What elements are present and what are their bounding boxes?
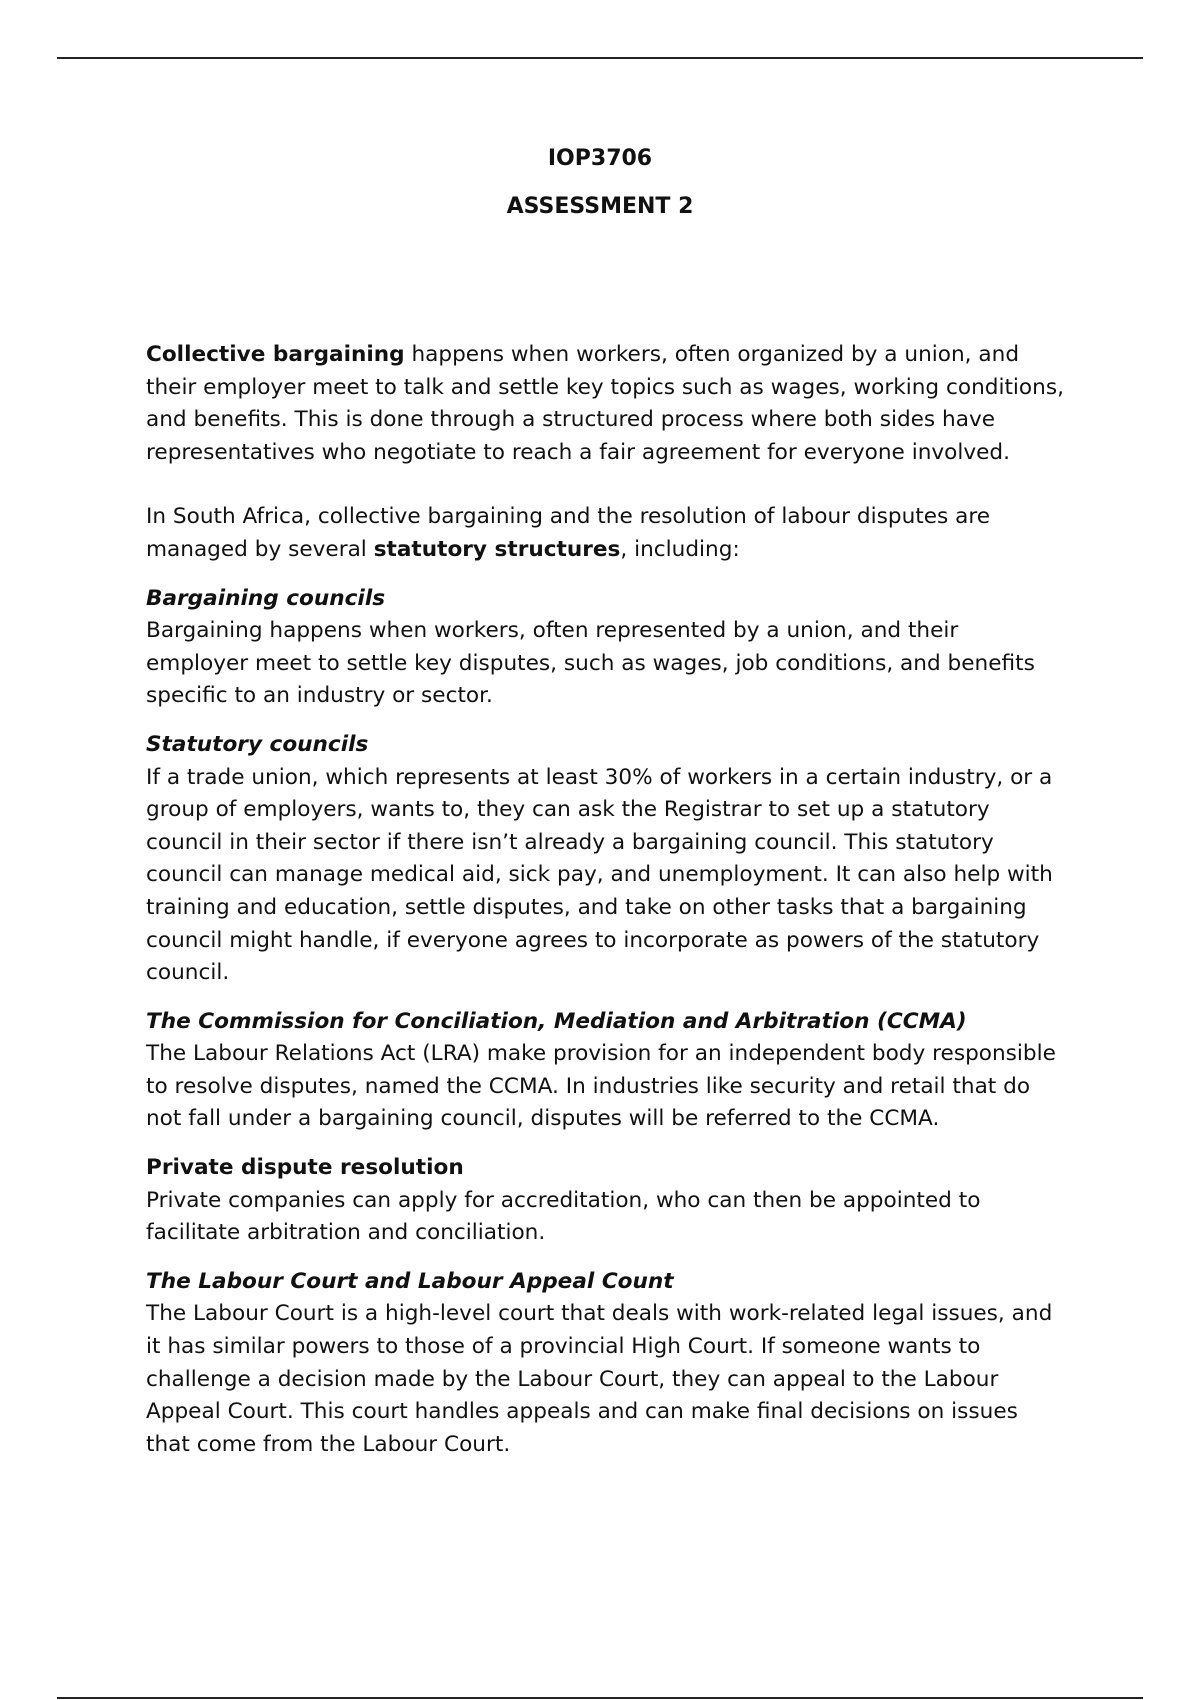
section-labour-court <box>146 1266 1066 1462</box>
section-body: The Labour Relations Act (LRA) make provision for an independent body responsible to resolve disputes, named the CCMA. In industries like security and retail that do not fall under a bargaining council, disputes will be referred to the CCMA. <box>146 1041 1056 1132</box>
south-africa-paragraph <box>146 501 1066 566</box>
sa-text-after: , including: <box>620 536 740 562</box>
intro-paragraph <box>146 339 1066 469</box>
sa-term: statutory structures <box>373 536 621 562</box>
section-body: If a trade union, which represents at least 30% of workers in a certain industry, or a group of employers, wants to, they can ask the Registrar to set up a statutory council in their sector if there isn’t already a bargaining council. This statutory council can manage medical aid, sick pay, and unemployment. It can also help with training and education, settle disputes, and take on other tasks that a bargaining council might handle, if everyone agrees to incorporate as powers of the statutory council. <box>146 764 1053 986</box>
section-heading: Private dispute resolution <box>146 1155 464 1181</box>
section-ccma <box>146 1006 1066 1136</box>
header-rule <box>57 57 1143 59</box>
course-code: IOP3706 <box>547 146 653 171</box>
section-heading: Statutory councils <box>146 731 369 757</box>
assessment-title: ASSESSMENT 2 <box>506 194 694 219</box>
section-bargaining-councils <box>146 583 1066 713</box>
intro-text: happens when workers, often organized by a union, and their employer meet to talk and settle key topics such as wages, working conditions, and benefits. This is done through a structured process where both sides have representatives who negotiate to reach a fair agreement for everyone involved. <box>146 342 1064 465</box>
section-heading: The Labour Court and Labour Appeal Count <box>146 1268 674 1294</box>
footer-rule <box>57 1697 1143 1699</box>
intro-term: Collective bargaining <box>146 342 405 367</box>
sa-text-before: In South Africa, collective bargaining and the resolution of labour disputes are managed by several <box>146 504 991 562</box>
section-heading: Bargaining councils <box>146 585 386 611</box>
section-body: The Labour Court is a high-level court that deals with work-related legal issues, and it has similar powers to those of a provincial High Court. If someone wants to challenge a decision made by the Labour Court, they can appeal to the Labour Appeal Court. This court handles appeals and can make final decisions on issues that come from the Labour Court. <box>146 1301 1053 1457</box>
section-body: Private companies can apply for accreditation, who can then be appointed to facilitate arbitration and conciliation. <box>146 1187 981 1246</box>
document-body <box>146 339 1066 1477</box>
section-body: Bargaining happens when workers, often represented by a union, and their employer meet to settle key disputes, such as wages, job conditions, and benefits specific to an industry or sector. <box>146 618 1035 709</box>
section-statutory-councils <box>146 729 1066 990</box>
section-heading: The Commission for Conciliation, Mediation and Arbitration (CCMA) <box>146 1008 967 1034</box>
section-private-dispute-resolution <box>146 1152 1066 1250</box>
